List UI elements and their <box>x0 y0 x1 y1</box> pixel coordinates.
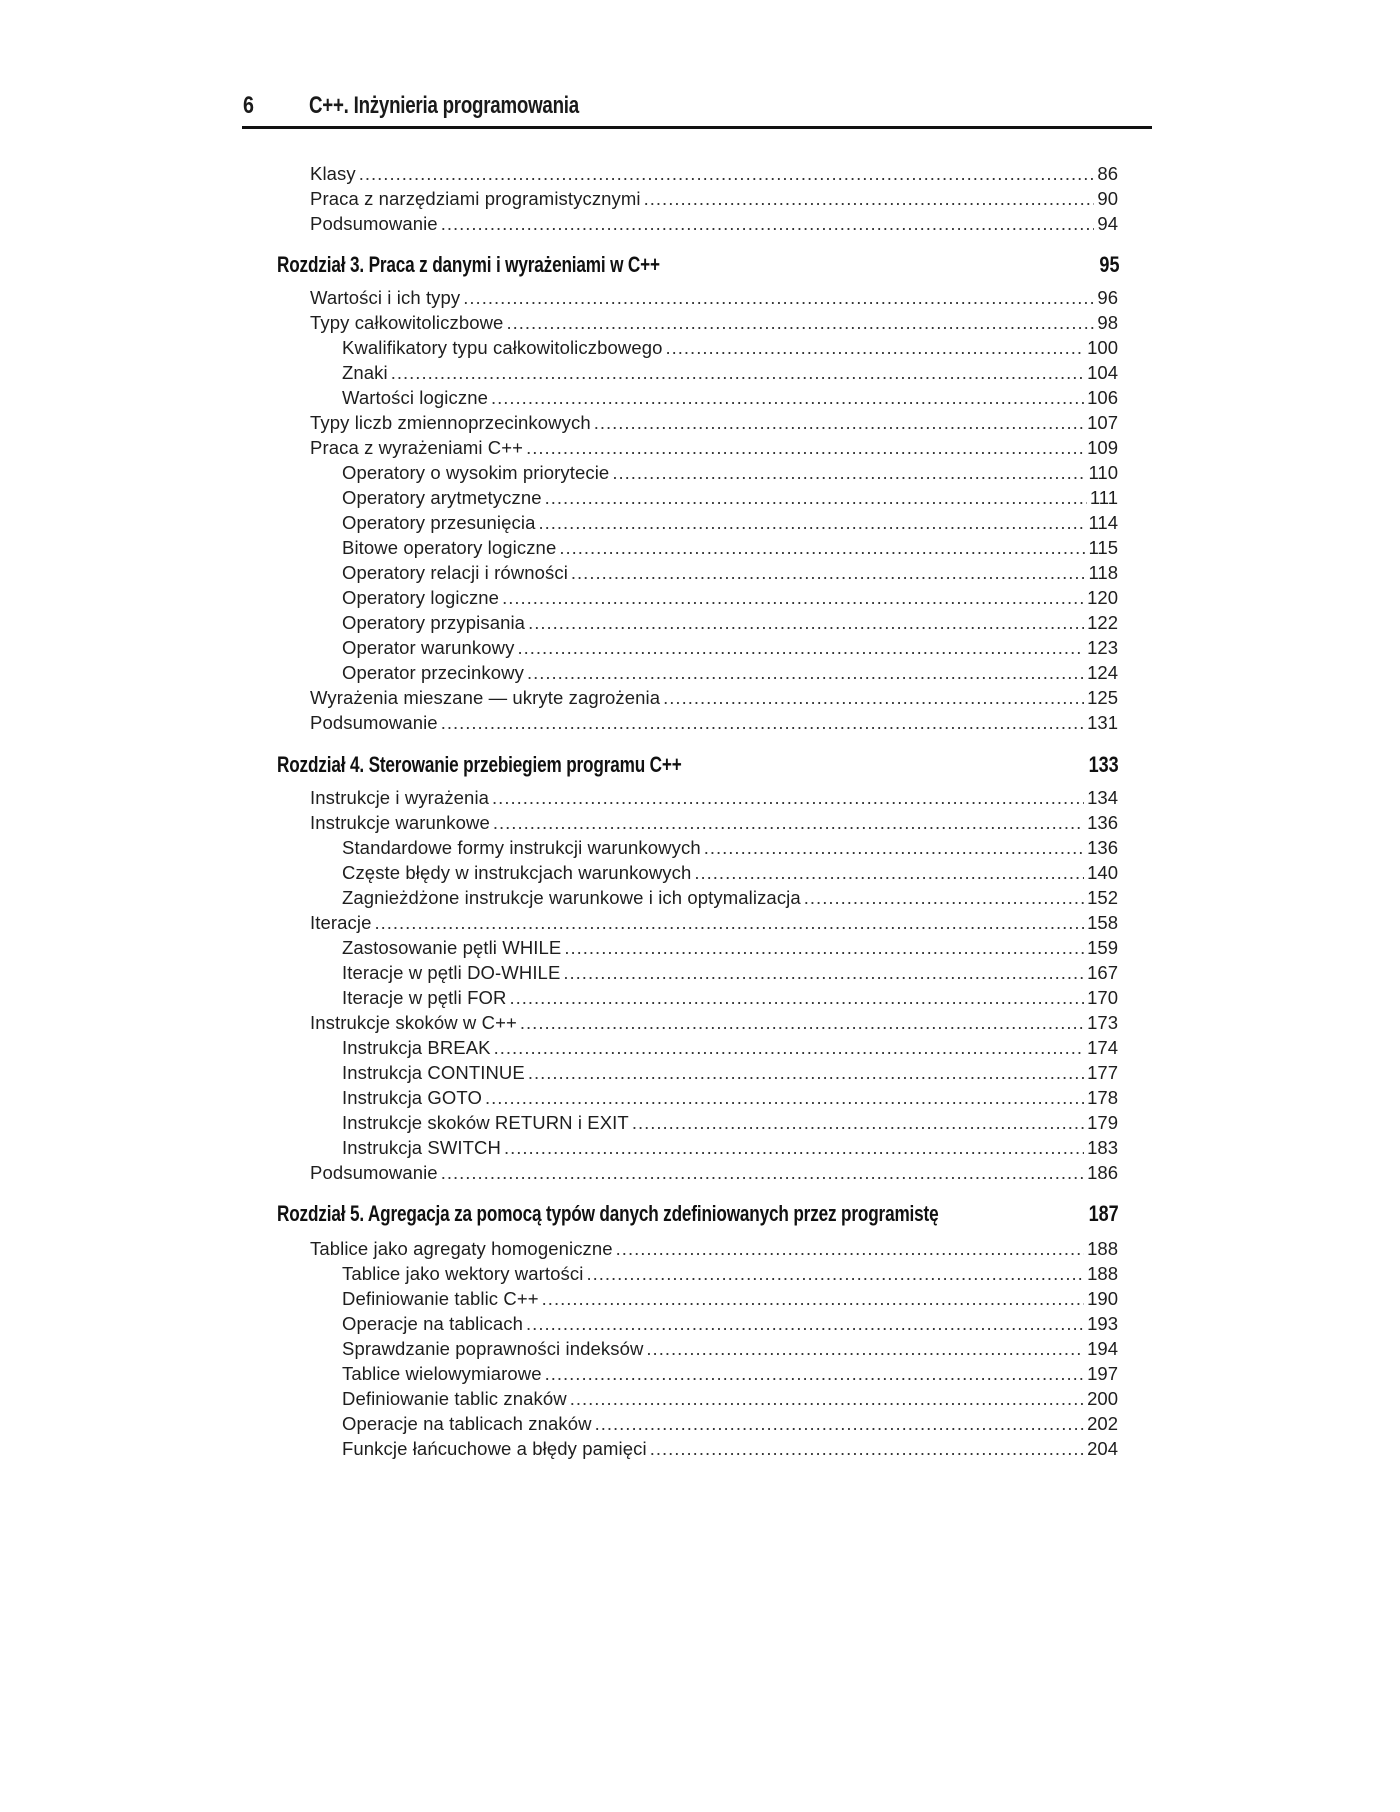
book-title: C++. Inżynieria programowania <box>309 92 579 119</box>
chapter-heading: Rozdział 5. Agregacja za pomocą typów danych zdefiniowanych przez programistę 187 <box>277 1201 1119 1226</box>
toc-subentry: Instrukcja BREAK ..... 174 <box>342 1035 1118 1060</box>
page-number: 6 <box>243 92 254 119</box>
toc-entry: Tablice jako agregaty homogeniczne ..... 188 <box>310 1236 1118 1261</box>
toc-entry: Praca z narzędziami programistycznymi ..... 90 <box>310 186 1118 211</box>
toc-subentry: Wartości logiczne ..... 106 <box>342 385 1118 410</box>
toc-subentry: Operacje na tablicach ..... 193 <box>342 1311 1118 1336</box>
toc-entry: Wyrażenia mieszane — ukryte zagrożenia ..... 125 <box>310 685 1118 710</box>
toc-subentry: Bitowe operatory logiczne ..... 115 <box>342 535 1118 560</box>
toc-entry: Typy całkowitoliczbowe ..... 98 <box>310 310 1118 335</box>
toc-entry: Podsumowanie ..... 94 <box>310 211 1118 236</box>
toc-subentry: Operatory przypisania ..... 122 <box>342 610 1118 635</box>
toc-entry: Typy liczb zmiennoprzecinkowych ..... 107 <box>310 410 1118 435</box>
toc-subentry: Kwalifikatory typu całkowitoliczbowego ..... 100 <box>342 335 1118 360</box>
toc-subentry: Iteracje w pętli DO-WHILE ..... 167 <box>342 960 1118 985</box>
toc-subentry: Operatory logiczne ..... 120 <box>342 585 1118 610</box>
toc-subentry: Operator przecinkowy ..... 124 <box>342 660 1118 685</box>
toc-subentry: Instrukcja GOTO ..... 178 <box>342 1085 1118 1110</box>
toc-subentry: Instrukcje skoków RETURN i EXIT ..... 179 <box>342 1110 1118 1135</box>
toc-subentry: Operatory arytmetyczne ..... 111 <box>342 485 1118 510</box>
toc-entry: Podsumowanie ..... 186 <box>310 1160 1118 1185</box>
toc-subentry: Funkcje łańcuchowe a błędy pamięci ..... 204 <box>342 1436 1118 1461</box>
toc-subentry: Zastosowanie pętli WHILE ..... 159 <box>342 935 1118 960</box>
toc-subentry: Definiowanie tablic C++ ..... 190 <box>342 1286 1118 1311</box>
toc-subentry: Znaki ..... 104 <box>342 360 1118 385</box>
toc-entry: Instrukcje skoków w C++ ..... 173 <box>310 1010 1118 1035</box>
toc-subentry: Sprawdzanie poprawności indeksów ..... 194 <box>342 1336 1118 1361</box>
toc-subentry: Operatory relacji i równości ..... 118 <box>342 560 1118 585</box>
toc-subentry: Operatory przesunięcia ..... 114 <box>342 510 1118 535</box>
toc-entry: Instrukcje warunkowe ..... 136 <box>310 810 1118 835</box>
running-header <box>242 92 1152 129</box>
toc-entry: Klasy ..... 86 <box>310 161 1118 186</box>
toc-subentry: Zagnieżdżone instrukcje warunkowe i ich optymalizacja ..... 152 <box>342 885 1118 910</box>
toc-subentry: Operacje na tablicach znaków ..... 202 <box>342 1411 1118 1436</box>
toc-entry: Praca z wyrażeniami C++ ..... 109 <box>310 435 1118 460</box>
toc-subentry: Instrukcja SWITCH ..... 183 <box>342 1135 1118 1160</box>
toc-subentry: Iteracje w pętli FOR ..... 170 <box>342 985 1118 1010</box>
toc-subentry: Tablice wielowymiarowe ..... 197 <box>342 1361 1118 1386</box>
toc-entry: Instrukcje i wyrażenia ..... 134 <box>310 785 1118 810</box>
toc-entry: Wartości i ich typy ..... 96 <box>310 285 1118 310</box>
chapter-heading: Rozdział 4. Sterowanie przebiegiem programu C++ 133 <box>277 752 1119 777</box>
toc-entry: Iteracje ..... 158 <box>310 910 1118 935</box>
toc-subentry: Instrukcja CONTINUE ..... 177 <box>342 1060 1118 1085</box>
toc-subentry: Operator warunkowy ..... 123 <box>342 635 1118 660</box>
chapter-heading: Rozdział 3. Praca z danymi i wyrażeniami w C++ 95 <box>277 252 1119 277</box>
toc-subentry: Tablice jako wektory wartości ..... 188 <box>342 1261 1118 1286</box>
toc-subentry: Częste błędy w instrukcjach warunkowych ..... 140 <box>342 860 1118 885</box>
toc-subentry: Operatory o wysokim priorytecie ..... 110 <box>342 460 1118 485</box>
toc-subentry: Definiowanie tablic znaków ..... 200 <box>342 1386 1118 1411</box>
toc-subentry: Standardowe formy instrukcji warunkowych ..... 136 <box>342 835 1118 860</box>
toc-entry: Podsumowanie ..... 131 <box>310 710 1118 735</box>
